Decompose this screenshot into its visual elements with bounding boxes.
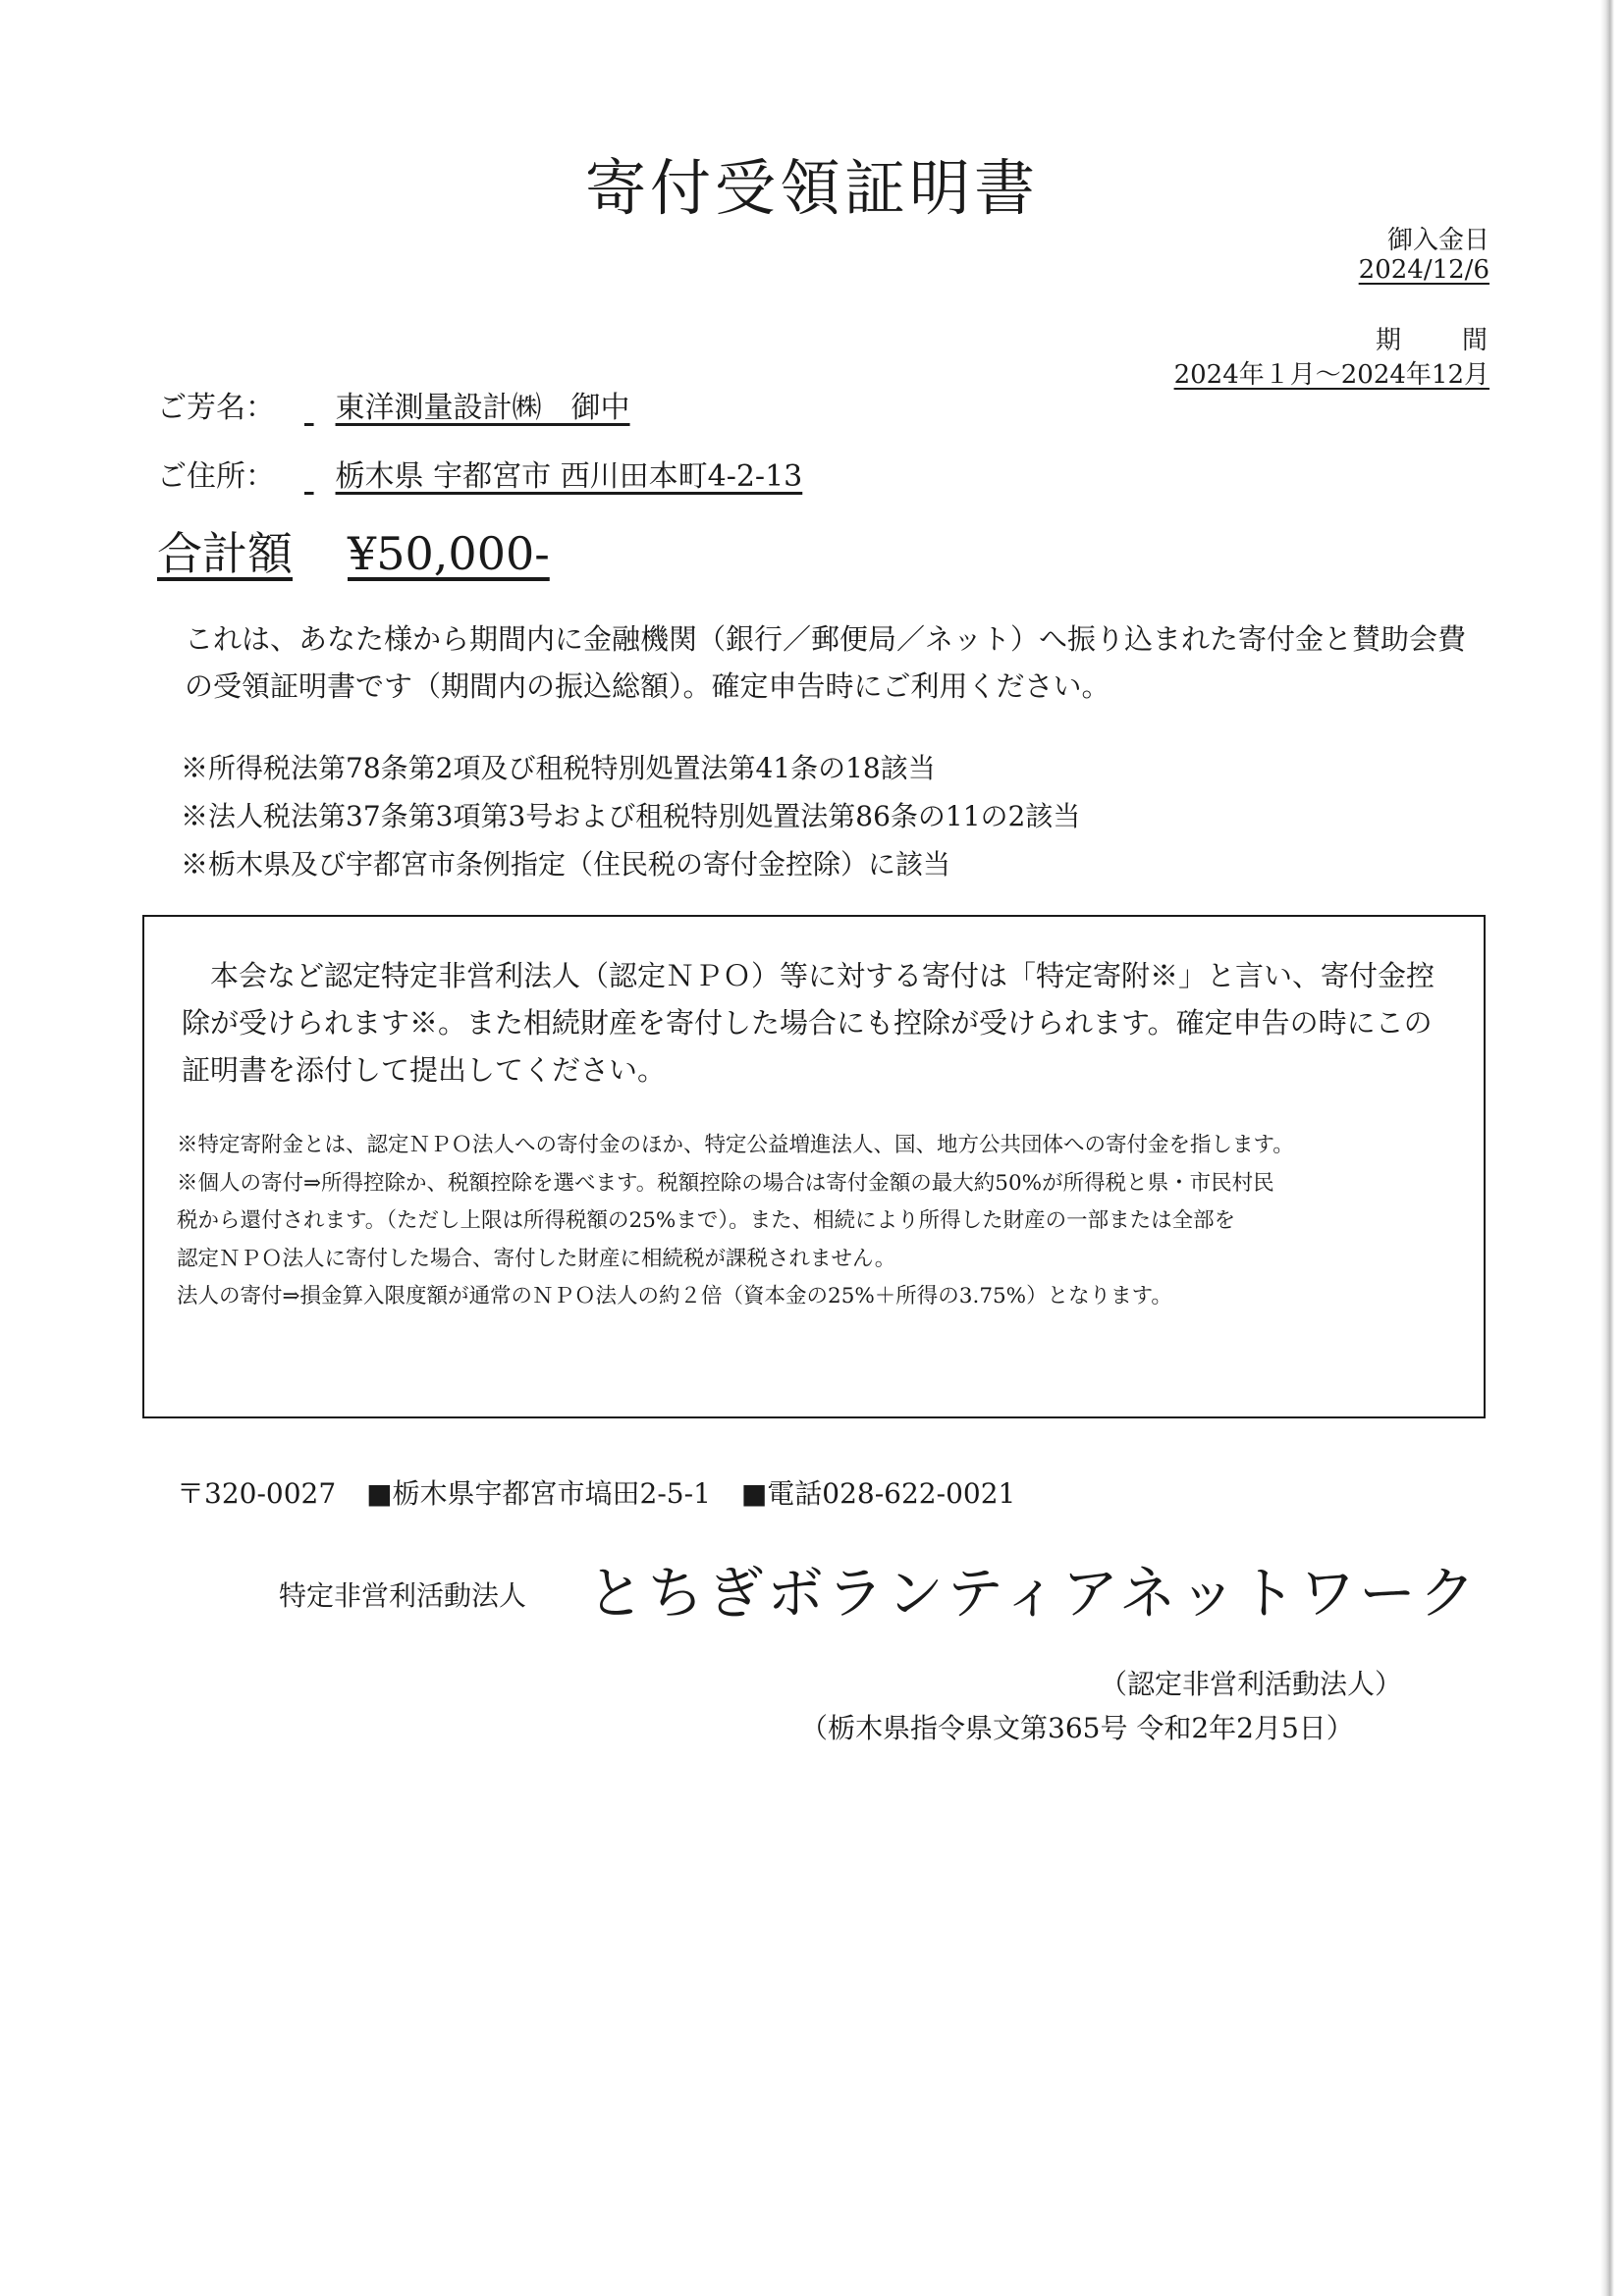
address-line xyxy=(157,452,802,495)
total-value: ¥50,000- xyxy=(348,527,550,580)
tax-note: ※所得税法第78条第2項及び租税特別処置法第41条の18該当 xyxy=(181,752,936,784)
period-range: 2024年１月～2024年12月 xyxy=(1173,360,1489,390)
scan-edge xyxy=(1600,0,1614,2296)
tax-notes xyxy=(181,744,1080,888)
address-label: ご住所： xyxy=(157,459,275,494)
certification: （認定非営利活動法人） xyxy=(1100,1668,1403,1700)
info-note: ※個人の寄付⇒所得控除か、税額控除を選べます。税額控除の場合は寄付金額の最大約50%が所得税と県・市民村民 xyxy=(177,1170,1274,1196)
info-note: 税から還付されます。（ただし上限は所得税額の25%まで）。また、相続により所得した財産の一部または全部を xyxy=(177,1208,1236,1233)
tax-note: ※法人税法第37条第3項第3号および租税特別処置法第86条の11の2該当 xyxy=(181,800,1081,832)
tax-note: ※栃木県及び宇都宮市条例指定（住民税の寄付金控除）に該当 xyxy=(181,848,951,881)
info-note: 認定ＮＰＯ法人に寄付した場合、寄付した財産に相続税が課税されません。 xyxy=(177,1246,896,1271)
page-title: 寄付受領証明書 xyxy=(584,152,1039,224)
org-phone: ■電話028-622-0021 xyxy=(740,1477,1016,1510)
recipient-name: 東洋測量設計㈱ 御中 xyxy=(335,391,630,425)
info-box-notes xyxy=(177,1127,1473,1316)
intro-text: これは、あなた様から期間内に金融機関（銀行／郵便局／ネット）へ振り込まれた寄付金と賛助会費の受領証明書です（期間内の振込総額）。確定申告時にご利用ください。 xyxy=(185,622,1467,703)
total-label: 合計額 xyxy=(157,527,293,580)
org-type: 特定非営利活動法人 xyxy=(279,1579,527,1612)
info-note: 法人の寄付⇒損金算入限度額が通常のＮＰＯ法人の約２倍（資本金の25%＋所得の3.75%）となります。 xyxy=(177,1284,1172,1308)
contact-line xyxy=(177,1472,1037,1512)
period-label: 期 間 xyxy=(1375,326,1505,355)
recipient-label: ご芳名： xyxy=(157,391,275,425)
recipient-line xyxy=(157,383,630,426)
total-amount xyxy=(157,518,550,583)
recipient-address: 栃木県 宇都宮市 西川田本町4-2-13 xyxy=(335,459,803,494)
postal-code: 〒320-0027 xyxy=(177,1477,337,1510)
designation: （栃木県指令県文第365号 令和2年2月5日） xyxy=(800,1712,1354,1744)
org-name: とちぎボランティアネットワーク xyxy=(587,1560,1480,1627)
org-address: ■栃木県宇都宮市塙田2-5-1 xyxy=(366,1477,711,1510)
info-note: ※特定寄附金とは、認定ＮＰＯ法人への寄付金のほか、特定公益増進法人、国、地方公共団体への寄付金を指します。 xyxy=(177,1133,1294,1157)
info-box-text: 本会など認定特定非営利法人（認定ＮＰＯ）等に対する寄付は「特定寄附※」と言い、寄付金控除が受けられます※。また相続財産を寄付した場合にも控除が受けられます。確定申告の時にこの証明書を添付して提出してください。 xyxy=(182,959,1435,1087)
deposit-date: 2024/12/6 xyxy=(1358,255,1489,285)
info-box xyxy=(142,915,1486,1418)
deposit-date-label: 御入金日 xyxy=(1386,226,1489,255)
